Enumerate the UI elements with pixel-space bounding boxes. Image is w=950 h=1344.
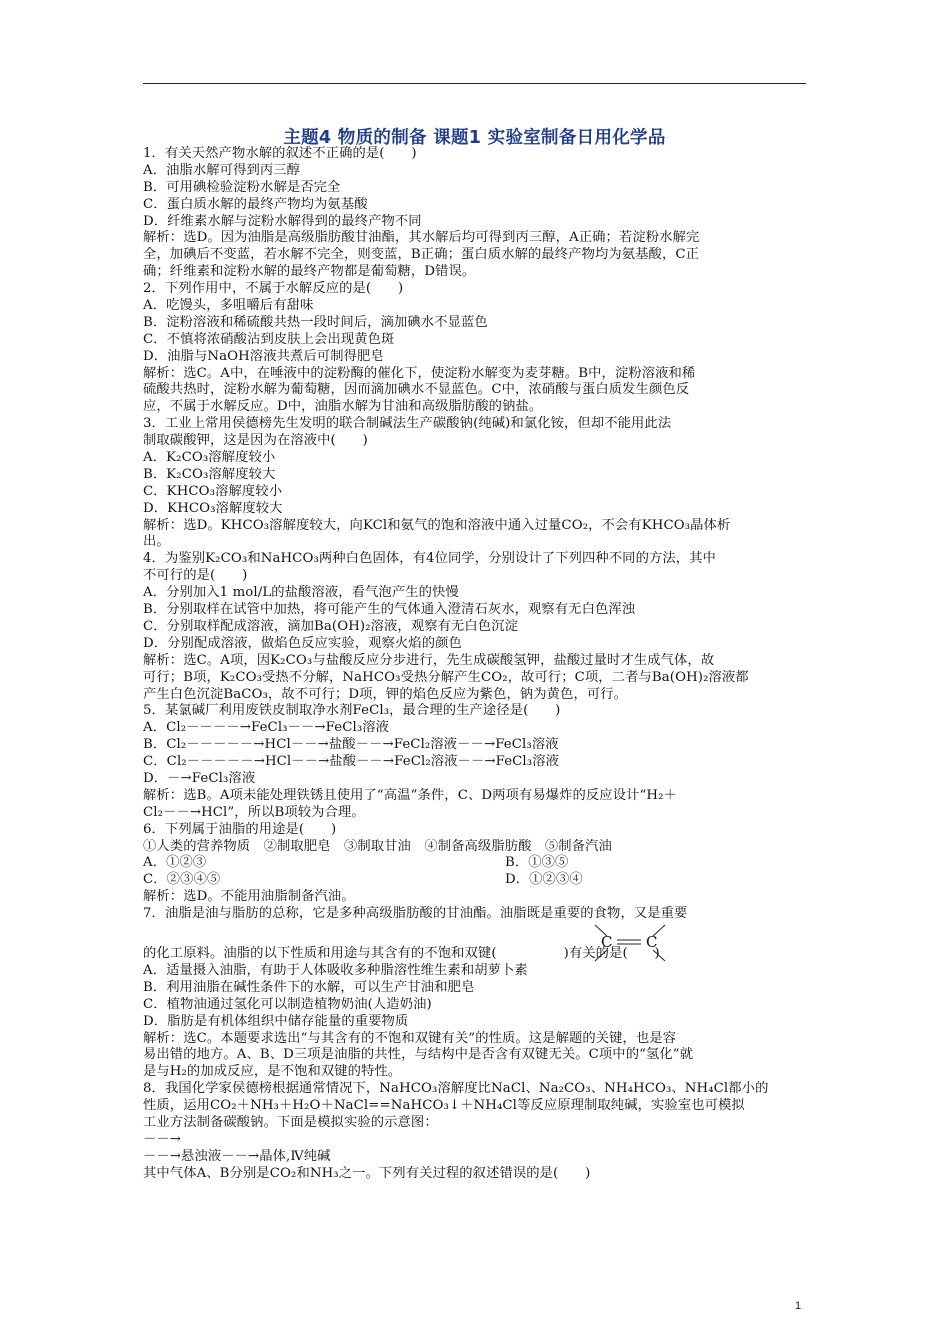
text-line: C．不慎将浓硝酸沾到皮肤上会出现黄色斑	[143, 331, 395, 347]
text-block-question-7-intro	[143, 889, 806, 923]
text-line: 8．我国化学家侯德榜根据通常情况下，NaHCO₃溶解度比NaCl、Na₂CO₃、NH₄HCO₃、NH₄Cl都小的	[143, 1081, 769, 1097]
text-line: 易出错的地方。A、B、D三项是油脂的共性，与结构中是否含有双键无关。C项中的“氢化”就	[143, 1047, 694, 1063]
bond-carbon-right: C	[646, 932, 658, 951]
text-line: 解析：选B。A项未能处理铁锈且使用了“高温”条件，C、D两项有易爆炸的反应设计“H₂＋	[143, 787, 677, 803]
q6-option-b: B．①③⑤	[505, 855, 569, 871]
text-line: 工业方法制备碳酸钠。下面是模拟实验的示意图：	[143, 1114, 438, 1130]
text-line: 出。	[143, 534, 170, 550]
text-line: 解析：选D。因为油脂是高级脂肪酸甘油酯，其水解后均可得到丙三醇，A正确；若淀粉水解完	[143, 230, 700, 246]
q6-options-row-2	[143, 872, 806, 889]
text-line: D．油脂与NaOH溶液共煮后可制得肥皂	[143, 348, 384, 364]
text-line: 4．为鉴别K₂CO₃和NaHCO₃两种白色固体，有4位同学，分别设计了下列四种不同的方法，其中	[143, 551, 716, 567]
text-line: B．K₂CO₃溶解度较大	[143, 466, 276, 482]
text-line: A．油脂水解可得到丙三醇	[143, 162, 301, 178]
text-line: Cl₂－－→HCl”，所以B项较为合理。	[143, 804, 365, 820]
text-line: 1．有关天然产物水解的叙述不正确的是( )	[143, 146, 417, 161]
text-line: 2．下列作用中，不属于水解反应的是( )	[143, 281, 404, 297]
text-block-questions-7-8	[143, 963, 806, 1183]
text-line: ①人类的营养物质 ②制取肥皂 ③制取甘油 ④制备高级脂肪酸 ⑤制备汽油	[143, 838, 612, 854]
text-line: B．利用油脂在碱性条件下的水解，可以生产甘油和肥皂	[143, 979, 475, 995]
text-line: B．可用碘检验淀粉水解是否完全	[143, 179, 341, 195]
text-line: B．Cl₂－－－－－→HCl－－→盐酸－－→FeCl₂溶液－－→FeCl₃溶液	[143, 737, 559, 753]
text-line: A．吃馒头，多咀嚼后有甜味	[143, 298, 314, 314]
text-block-questions-1-6	[143, 146, 806, 855]
q6-option-c: C．②③④⑤	[143, 872, 221, 888]
text-line: 性质，运用CO₂＋NH₃＋H₂O＋NaCl==NaHCO₃↓＋NH₄Cl等反应原理制取纯碱，实验室也可模拟	[143, 1098, 745, 1114]
q6-option-a: A．①②③	[143, 855, 207, 871]
page-title: 主题4 物质的制备 课题1 实验室制备日用化学品	[283, 128, 666, 148]
text-line: C．分别取样配成溶液，滴加Ba(OH)₂溶液，观察有无白色沉淀	[143, 618, 519, 634]
text-line: 可行；B项，K₂CO₃受热不分解，NaHCO₃受热分解产生CO₂，故可行；C项，二者与Ba(OH)₂溶液都	[143, 669, 749, 685]
text-line: 是与H₂的加成反应，是不饱和双键的特性。	[143, 1064, 402, 1080]
q7-bond-line	[143, 923, 806, 963]
text-line: 解析：选C。A中，在唾液中的淀粉酶的催化下，使淀粉水解变为麦芽糖。B中，淀粉溶液和稀	[143, 365, 696, 381]
text-line: D．脂肪是有机体组织中储存能量的重要物质	[143, 1013, 409, 1029]
text-line: A．适量摄入油脂，有助于人体吸收多种脂溶性维生素和胡萝卜素	[143, 962, 528, 978]
text-line: B．淀粉溶液和稀硫酸共热一段时间后，滴加碘水不显蓝色	[143, 314, 488, 330]
bond-carbon-left: C	[601, 932, 613, 951]
text-line: D．KHCO₃溶解度较大	[143, 500, 283, 516]
text-line: 产生白色沉淀BaCO₃，故不可行；D项，钾的焰色反应为紫色，钠为黄色，可行。	[143, 686, 628, 702]
text-line: A．分别加入1 mol/L的盐酸溶液，看气泡产生的快慢	[143, 585, 459, 601]
text-line: B．分别取样在试管中加热，将可能产生的气体通入澄清石灰水，观察有无白色浑浊	[143, 602, 636, 618]
text-line: 硫酸共热时，淀粉水解为葡萄糖，因而滴加碘水不显蓝色。C中，浓硝酸与蛋白质发生颜色反	[143, 382, 690, 398]
text-line: 应，不属于水解反应。D中，油脂水解为甘油和高级脂肪酸的钠盐。	[143, 399, 543, 415]
text-line: －－→悬浊液－－→晶体,Ⅳ纯碱	[143, 1148, 331, 1164]
text-line: 解析：选C。本题要求选出“与其含有的不饱和双键有关”的性质。这是解题的关键，也是容	[143, 1030, 677, 1046]
text-line: 其中气体A、B分别是CO₂和NH₃之一。下列有关过程的叙述错误的是( )	[143, 1165, 591, 1181]
text-line: D．分别配成溶液，做焰色反应实验，观察火焰的颜色	[143, 635, 462, 651]
header-rule	[143, 83, 806, 84]
text-line: 制取碳酸钾，这是因为在溶液中( )	[143, 433, 368, 449]
text-line: A．Cl₂－－－－→FeCl₃－－→FeCl₃溶液	[143, 720, 390, 736]
text-line: 全，加碘后不变蓝，若水解不完全，则变蓝，B正确；蛋白质水解的最终产物均为氨基酸，C正	[143, 247, 700, 263]
q6-option-d: D．①②③④	[505, 872, 583, 888]
text-line: 不可行的是( )	[143, 568, 248, 584]
text-line: －－→	[143, 1131, 182, 1147]
page-number: 1	[795, 1300, 802, 1312]
text-line: 5．某氯碱厂利用废铁皮制取净水剂FeCl₃，最合理的生产途径是( )	[143, 703, 561, 719]
text-line: 6．下列属于油脂的用途是( )	[143, 821, 337, 837]
text-line: C．KHCO₃溶解度较小	[143, 483, 283, 499]
text-line: A．K₂CO₃溶解度较小	[143, 450, 276, 466]
q7-bond-text: 的化工原料。油脂的以下性质和用途与其含有的不饱和双键( )有关的是( )	[143, 946, 660, 962]
text-line: 解析：选C。A项，因K₂CO₃与盐酸反应分步进行，先生成碳酸氢钾，盐酸过量时才生成气体，故	[143, 652, 715, 668]
text-line: 7．油脂是油与脂肪的总称，它是多种高级脂肪酸的甘油酯。油脂既是重要的食物，又是重要	[143, 906, 688, 922]
text-line: D．纤维素水解与淀粉水解得到的最终产物不同	[143, 213, 422, 229]
text-line: C．蛋白质水解的最终产物均为氨基酸	[143, 196, 368, 212]
text-line: 3．工业上常用侯德榜先生发明的联合制碱法生产碳酸钠(纯碱)和氯化铵，但却不能用此法	[143, 416, 672, 432]
text-line: C．Cl₂－－－－－→HCl－－→盐酸－－→FeCl₂溶液－－→FeCl₃溶液	[143, 754, 560, 770]
text-line: C．植物油通过氢化可以制造植物奶油(人造奶油)	[143, 996, 432, 1012]
text-line: 解析：选D。KHCO₃溶解度较大，向KCl和氨气的饱和溶液中通入过量CO₂，不会有KHCO₃晶体析	[143, 517, 731, 533]
q6-options-row-1	[143, 855, 806, 872]
text-line: 解析：选D。不能用油脂制备汽油。	[143, 889, 355, 905]
document-body	[143, 146, 806, 1183]
text-line: 确；纤维素和淀粉水解的最终产物都是葡萄糖，D错误。	[143, 264, 476, 280]
text-line: D．－→FeCl₃溶液	[143, 770, 256, 786]
